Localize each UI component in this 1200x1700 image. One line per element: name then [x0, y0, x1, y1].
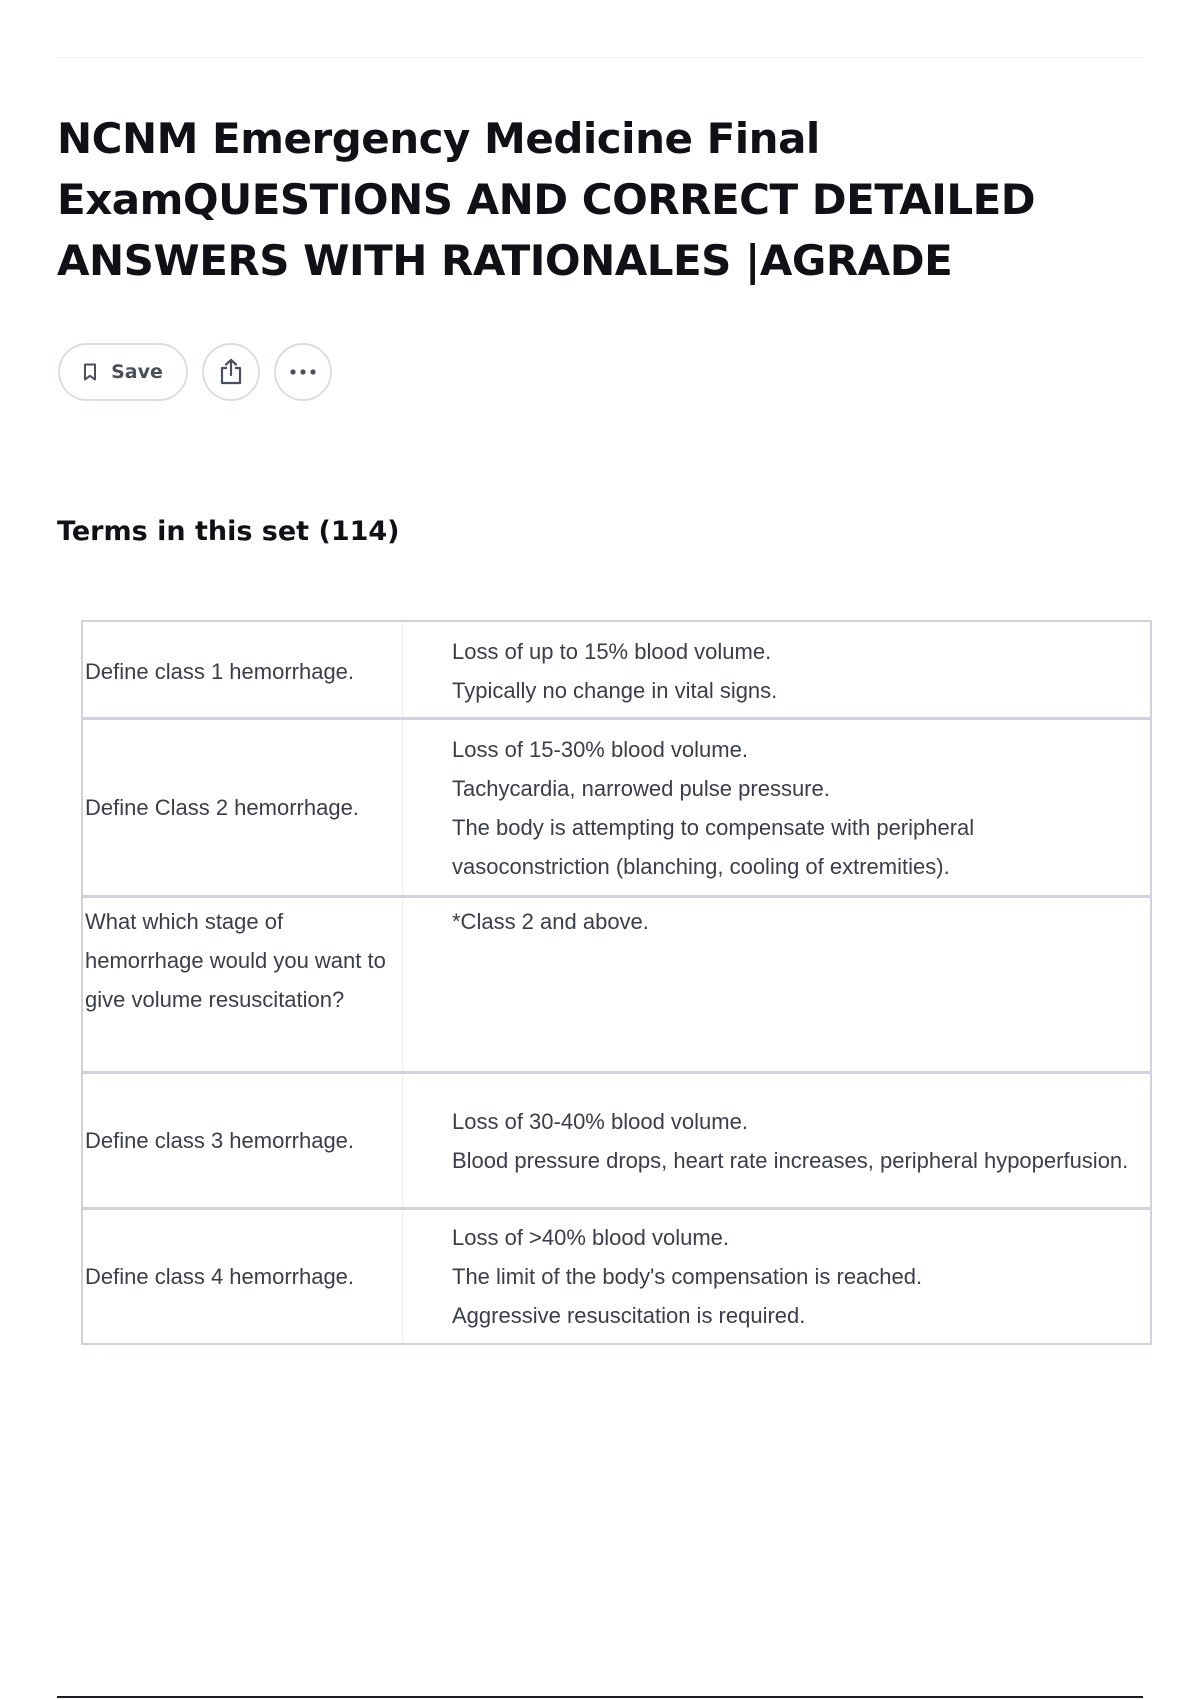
top-divider	[57, 57, 1143, 58]
action-bar	[58, 343, 332, 401]
definition-line: Loss of 15-30% blood volume.	[452, 736, 748, 762]
term-cell: Define class 4 hemorrhage.	[83, 1210, 403, 1343]
share-button[interactable]	[202, 343, 260, 401]
bottom-divider	[57, 1696, 1143, 1698]
table-row	[83, 717, 1150, 895]
table-row	[83, 895, 1150, 1071]
definition-line: Blood pressure drops, heart rate increases, peripheral hypoperfusion.	[452, 1147, 1129, 1173]
terms-heading: Terms in this set (114)	[57, 516, 400, 547]
definition-line: *Class 2 and above.	[452, 909, 649, 934]
share-icon	[218, 358, 244, 386]
definition-line: The limit of the body's compensation is reached.	[452, 1264, 923, 1289]
document-title: NCNM Emergency Medicine Final ExamQUESTIONS AND CORRECT DETAILED ANSWERS WITH RATIONALES |AGRADE	[57, 114, 1036, 285]
table-row	[83, 1071, 1150, 1207]
definition-cell	[403, 898, 1150, 1071]
table-row	[83, 1207, 1150, 1343]
more-options-button[interactable]	[274, 343, 332, 401]
definition-cell	[403, 1074, 1150, 1207]
save-label: Save	[111, 361, 163, 383]
definition-line: The body is attempting to compensate with peripheral vasoconstriction (blanching, cooling of extremities).	[452, 814, 975, 879]
definition-line: Tachycardia, narrowed pulse pressure.	[452, 775, 830, 801]
definition-line: Typically no change in vital signs.	[452, 678, 778, 703]
term-cell: Define class 1 hemorrhage.	[83, 622, 403, 717]
definition-line: Loss of up to 15% blood volume.	[452, 639, 772, 664]
bookmark-icon	[83, 363, 97, 381]
terms-table	[81, 620, 1152, 1345]
term-cell: Define Class 2 hemorrhage.	[83, 720, 403, 895]
definition-cell	[403, 720, 1150, 895]
term-cell: What which stage of hemorrhage would you want to give volume resuscitation?	[83, 898, 403, 1071]
definition-line: Aggressive resuscitation is required.	[452, 1303, 806, 1328]
more-icon	[290, 369, 316, 375]
definition-line: Loss of 30-40% blood volume.	[452, 1108, 748, 1134]
term-cell: Define class 3 hemorrhage.	[83, 1074, 403, 1207]
definition-cell	[403, 622, 1150, 717]
definition-line: Loss of >40% blood volume.	[452, 1225, 730, 1250]
save-button[interactable]	[58, 343, 188, 401]
definition-cell	[403, 1210, 1150, 1343]
table-row	[83, 622, 1150, 717]
